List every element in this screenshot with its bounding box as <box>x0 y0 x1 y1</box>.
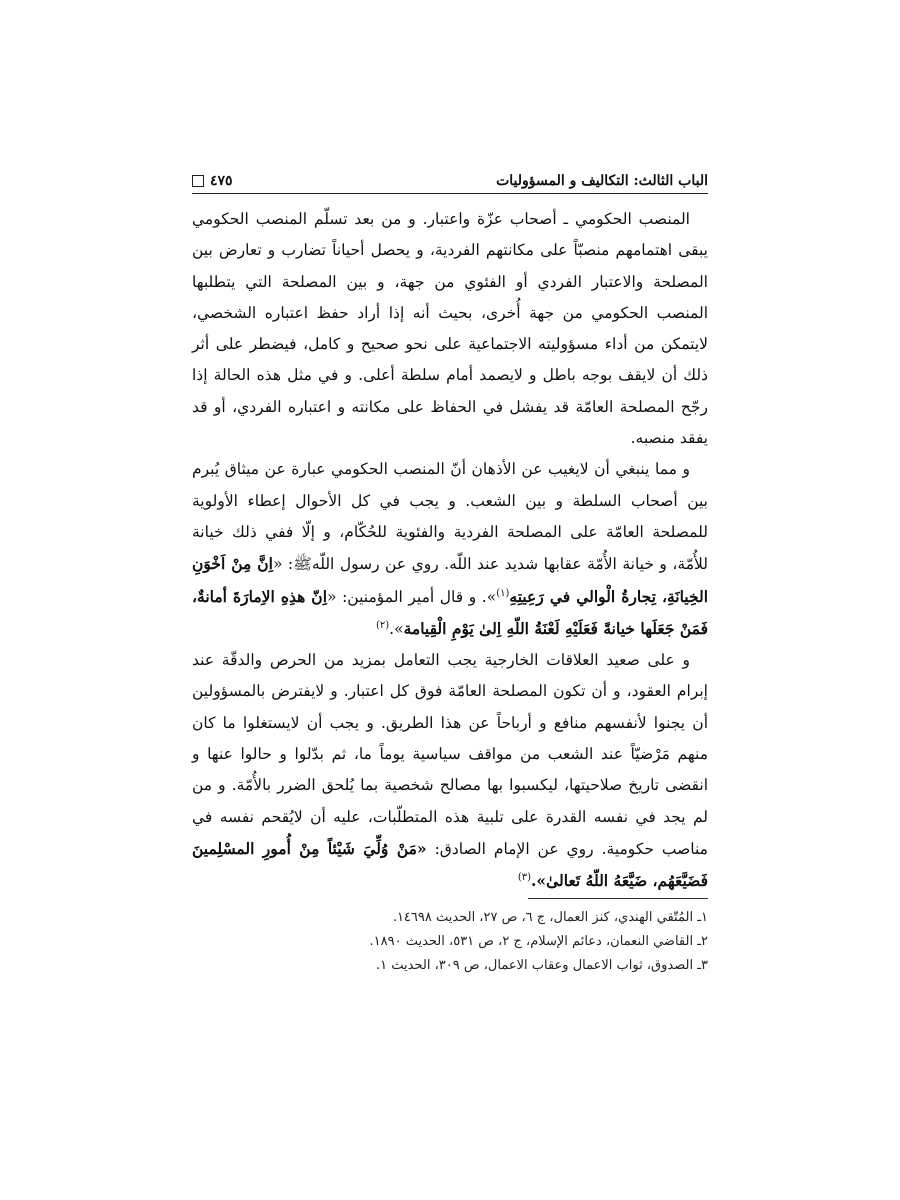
footnote-3: ٣ـ الصدوق، ثواب الاعمال وعقاب الاعمال، ص ٣٠٩، الحديث ١. <box>376 958 708 973</box>
page-number <box>192 173 233 189</box>
paragraph-2-text-before: و مما ينبغي أن لايغيب عن الأذهان أنّ المنصب الحكومي عبارة عن ميثاق يُبرم بين أصحاب السلطة و بين الشعب. و يجب في كل الأحوال إعطاء الأولوية للمصلحة العامّة على المصلحة الفردية والفئوية للحُكّام، و إلّا ففي ذلك خيانة للأُمّة، و خيانة الأُمّة عقابها شديد عند اللّه. روي عن رسول اللّهﷺ: « <box>192 460 708 574</box>
page-number-text: ٤٧٥ <box>210 173 233 189</box>
page-header <box>192 160 708 194</box>
paragraph-1: المنصب الحكومي ـ أصحاب عزّة واعتبار. و من بعد تسلّم المنصب الحكومي يبقى اهتمامهم منصبّاً على مكانتهم الفردية، و يحصل أحياناً تضارب و تعارض بين المصلحة والاعتبار الفردي أو الفئوي من جهة، و بين المصلحة التي يتطلبها المنصب الحكومي من جهة أُخرى، بحيث أنه إذا أراد حفظ اعتباره الشخصي، لايتمكن من أداء مسؤوليته الاجتماعية على نحو صحيح و كامل، فيضطر على أثر ذلك أن لايقف بوجه باطل و لايصمد أمام سلطة أعلى. و في مثل هذه الحالة إذا رجّح المصلحة العامّة قد يفشل في الحفاظ على مكانته و اعتباره الفردي، أو قد يفقد منصبه. <box>192 210 708 448</box>
hadith-quote-1: اِنَّ مِنْ اَخْوَنِ الخِيانَةِ، تِجارةُ الْوالي في رَعِيتِهِ <box>192 554 709 606</box>
paragraph-2-text-after: ». <box>389 619 404 638</box>
footnotes <box>192 906 708 978</box>
running-title: الباب الثالث: التكاليف و المسؤوليات <box>496 173 708 189</box>
footnote-ref-2: (٢) <box>375 619 390 631</box>
paragraph-3 <box>192 645 708 897</box>
footnote-divider <box>528 898 708 899</box>
footnote-ref-3: (٣) <box>517 872 531 884</box>
paragraph-3-text-before: و على صعيد العلاقات الخارجية يجب التعامل بمزيد من الحرص والدقّة عند إبرام العقود، و أن تكون المصلحة العامّة فوق كل اعتبار. و لايفترض بالمسؤولين أن يجنوا لأنفسهم منافع و أرباحاً عن هذا الطريق. و يجب أن لايستغلوا ما كان منهم مَرْضيّاً عند الشعب من مواقف سياسية يوماً ما، ثم بدّلوا و حالوا عنها و انقضى تاريخ صلاحيتها، ليكسبوا بها مصالح شخصية بما يُلحق الضرر بالأُمّة. و من لم يجد في نفسه القدرة على تلبية هذه المتطلّبات، عليه أن لايُقحم نفسه في مناصب حكومية. روي عن الإمام الصادق: <box>192 651 708 858</box>
footnote-1: ١ـ المُتّقي الهندي، كنز العمال، ج ٦، ص ٢٧، الحديث ١٤٦٩٨. <box>392 910 708 925</box>
main-text <box>192 204 708 898</box>
footnote-ref-1: (١) <box>496 587 510 599</box>
footnote-2: ٢ـ القاضي النعمان، دعائم الإسلام، ج ٢، ص ٥٣١، الحديث ١٨٩٠. <box>369 934 708 949</box>
paragraph-2-text-middle: ». و قال أمير المؤمنين: « <box>327 587 497 606</box>
hadith-quote-3: «مَنْ وُلِّيَ شَيْئاً مِنْ أُمورِ المسْلِمينَ فَضَيَّعَهُم، ضَيَّعَهُ اللّهُ تَعالىٰ». <box>192 838 708 891</box>
paragraph-2 <box>192 454 708 645</box>
square-bullet-icon <box>192 175 204 187</box>
hadith-quote-2: اِنّ هذِهِ الاِمارَةَ أمانةٌ، فَمَنْ جَعَلَها خيانةً فَعَلَيْهِ لَعْنَةُ اللّهِ اِلىٰ يَوْمِ الْقِيامة <box>192 586 708 638</box>
